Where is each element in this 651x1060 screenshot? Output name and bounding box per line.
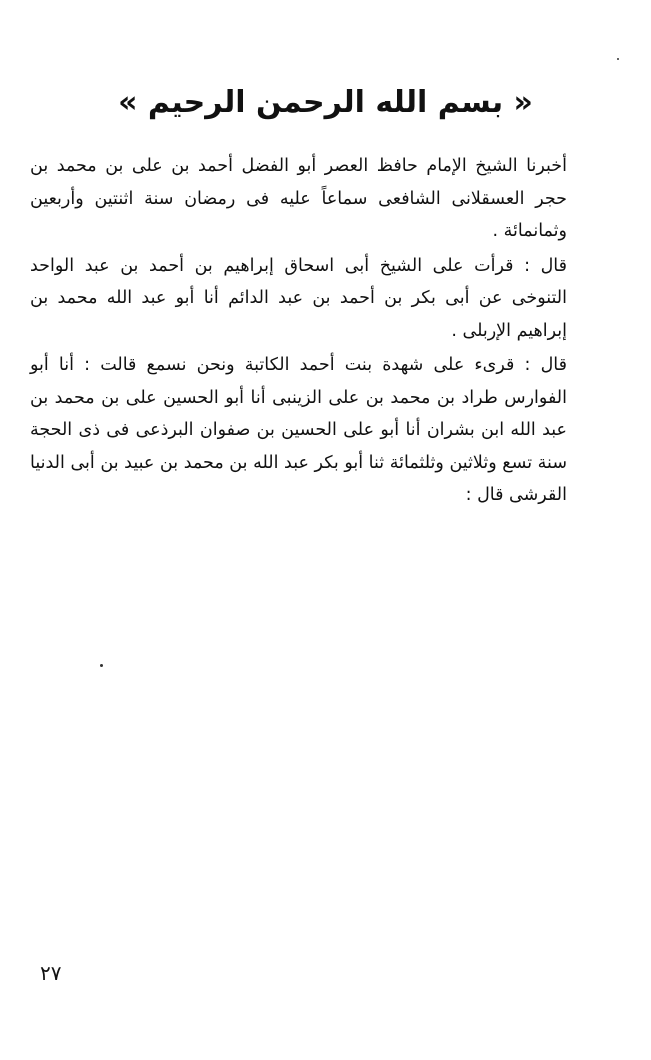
- scan-speck: [617, 58, 619, 60]
- paragraph-1: أخبرنا الشيخ الإمام حافظ العصر أبو الفضل أحمد بن على بن محمد بن حجر العسقلانى الشافعى سماعاً عليه فى رمضان سنة اثنتين وأربعين وثمانمائة .: [30, 156, 567, 241]
- main-text: [30, 150, 567, 514]
- paragraph-2: قال : قرأت على الشيخ أبى اسحاق إبراهيم بن أحمد بن عبد الواحد التنوخى عن أبى بكر بن أحمد بن عبد الدائم أنا أبو عبد الله محمد بن إبراهيم الإربلى .: [30, 255, 567, 341]
- basmala-heading: « بسم الله الرحمن الرحيم »: [118, 85, 533, 120]
- page-number: ٢٧: [40, 961, 62, 985]
- paragraph-3: قال : قرىء على شهدة بنت أحمد الكاتبة ونحن نسمع قالت : أنا أبو الفوارس طراد بن محمد بن على الزينبى أنا أبو الحسين على بن محمد بن عبد الله ابن بشران أنا أبو على الحسين بن صفوان البرذعى فى ذى الحجة سنة تسع وثلاثين وثلثمائة ثنا أبو بكر عبد الله بن محمد بن عبيد بن أبى الدنيا القرشى قال :: [30, 355, 567, 505]
- scan-speck: [100, 664, 103, 667]
